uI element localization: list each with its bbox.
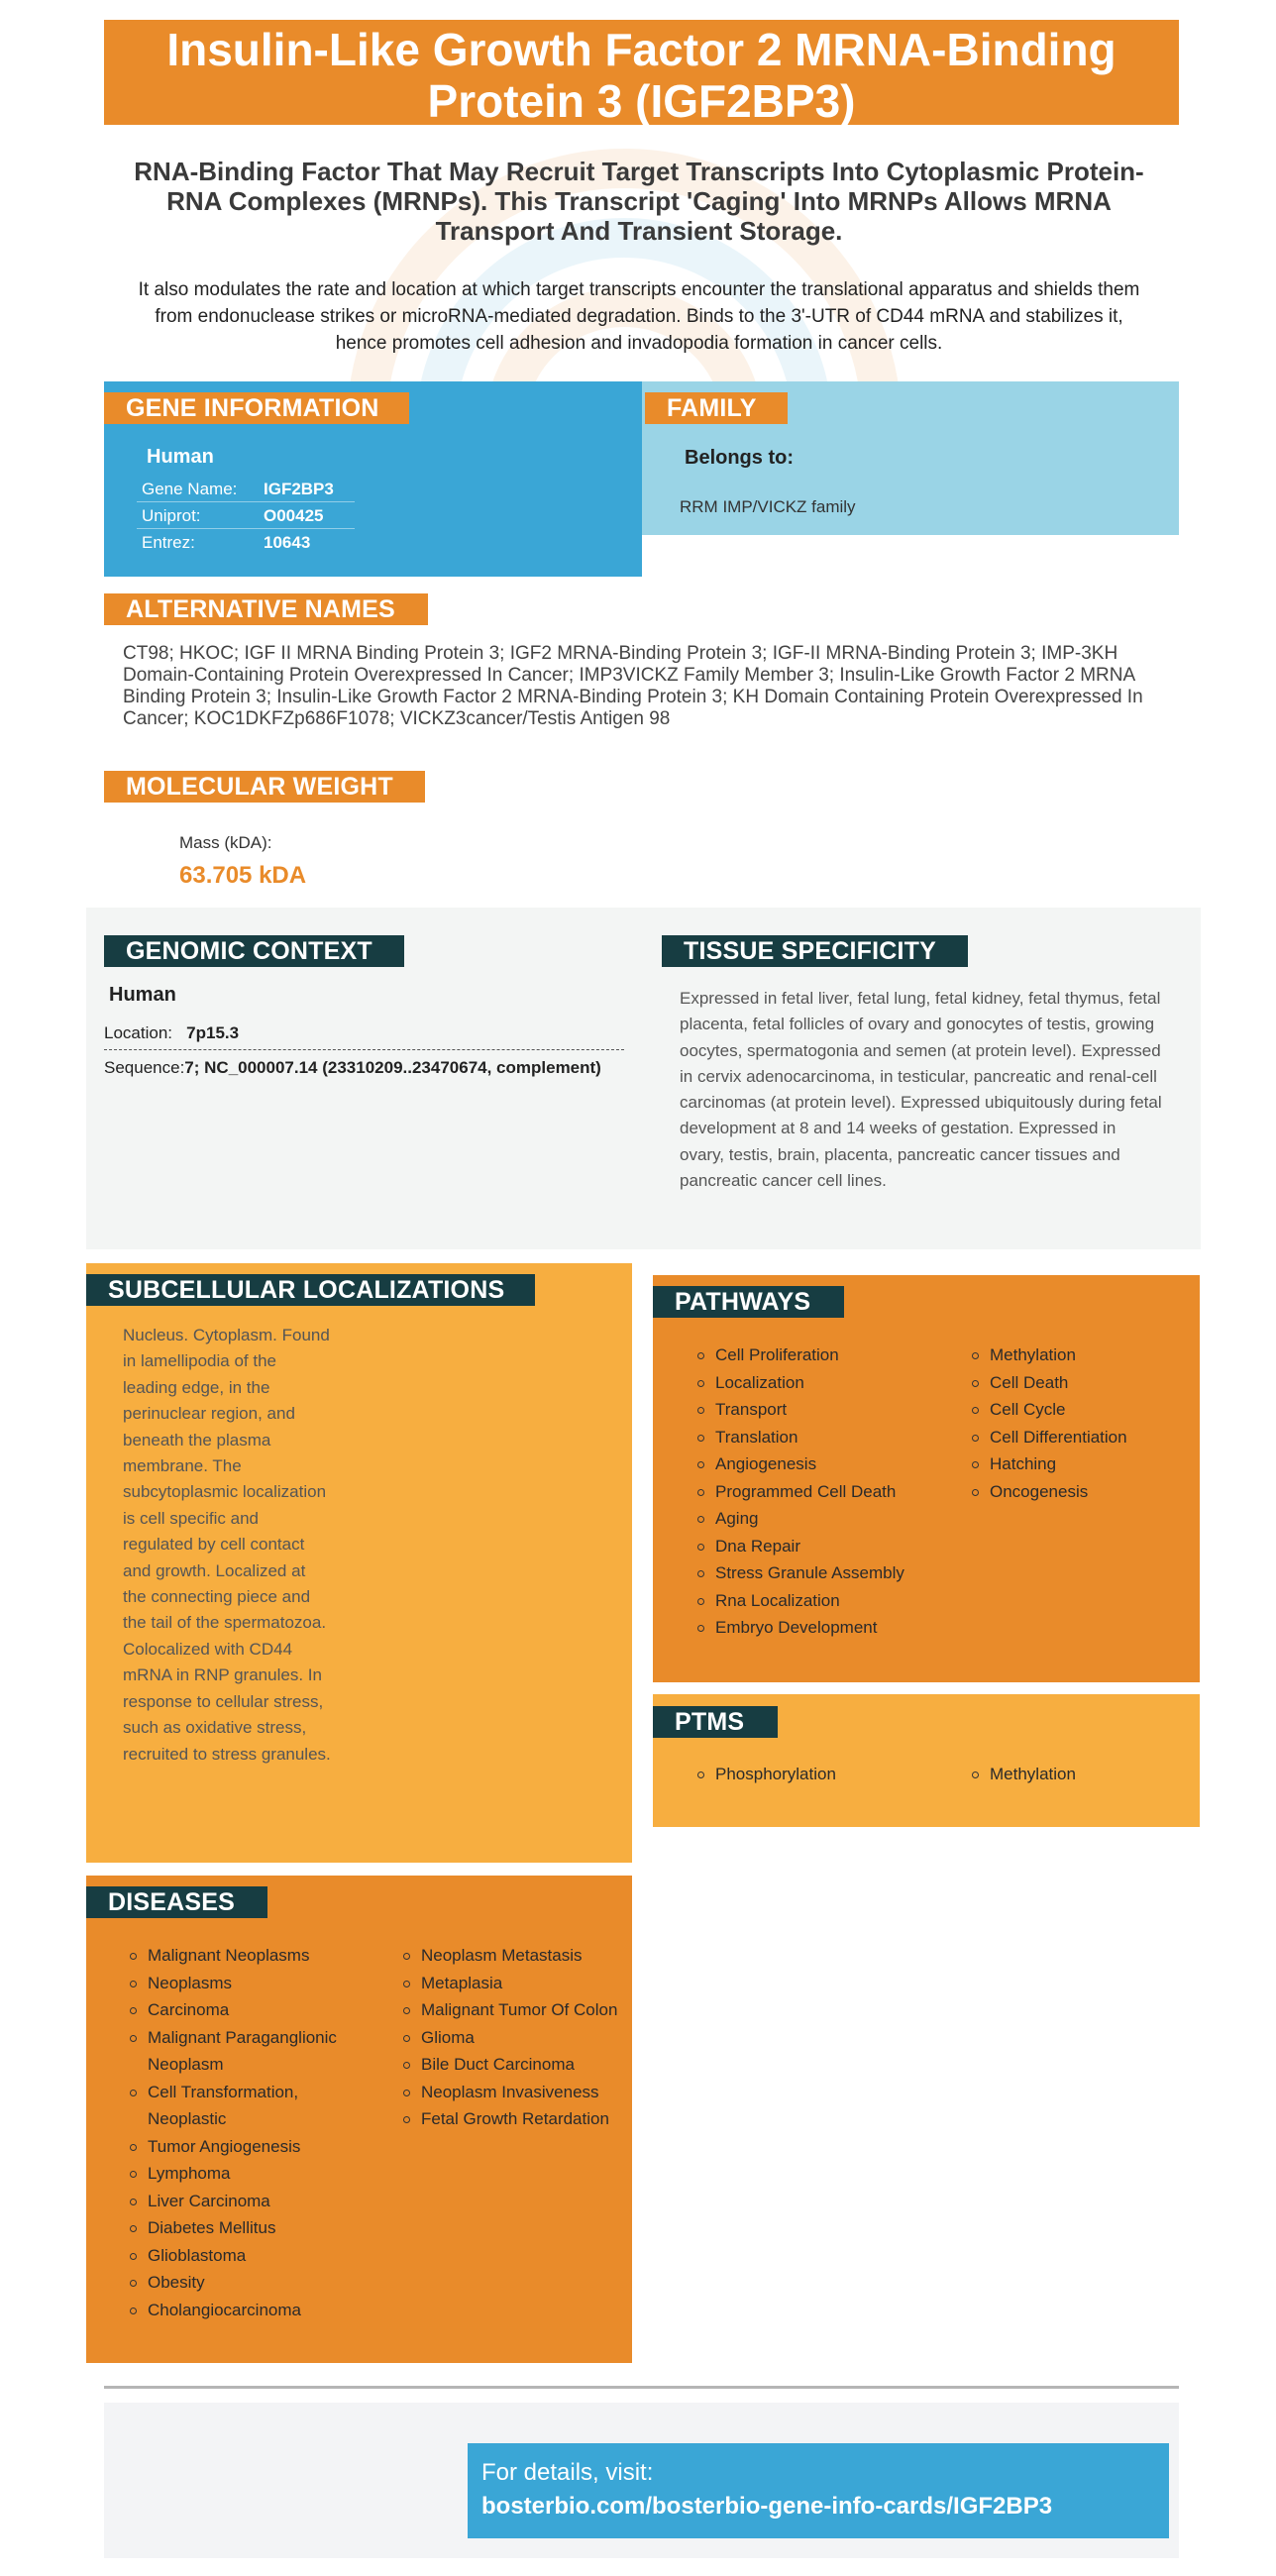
uniprot-label: Uniprot: [142,506,201,525]
disease-item: Neoplasm Metastasis [401,1942,624,1970]
details-link-box[interactable] [468,2443,1169,2538]
ptm-item: Phosphorylation [695,1761,933,1788]
pathway-item: Aging [695,1505,933,1533]
gene-species: Human [147,446,214,468]
pathway-item: Oncogenesis [970,1478,1188,1506]
footer-divider [104,2386,1179,2389]
protein-function-summary: RNA-Binding Factor That May Recruit Target Transcripts Into Cytoplasmic Protein-RNA Complexes (MRNPs). This Transcript 'Caging' Into MRNPs Allows MRNA Transport And Transient Storage. [134,157,1144,246]
details-prompt: For details, visit: [481,2459,654,2486]
pathway-item: Hatching [970,1450,1188,1478]
disease-item: Neoplasm Invasiveness [401,2079,624,2106]
pathway-item: Cell Proliferation [695,1342,933,1369]
entrez-label: Entrez: [142,533,195,552]
disease-item: Obesity [128,2269,346,2297]
disease-item: Fetal Growth Retardation [401,2105,624,2133]
disease-item: Malignant Paraganglionic Neoplasm [128,2024,346,2079]
ptms-list-right [970,1761,1188,1788]
pathway-item: Transport [695,1396,933,1424]
disease-item: Carcinoma [128,1996,346,2024]
location-label: Location: [104,1023,172,1042]
mass-value: 63.705 kDA [179,862,307,889]
details-url-link[interactable]: bosterbio.com/bosterbio-gene-info-cards/IGF2BP3 [481,2493,1053,2520]
sequence-label: Sequence: [104,1058,185,1077]
genomic-species: Human [109,984,176,1006]
disease-item: Glioma [401,2024,624,2052]
pathways-heading: PATHWAYS [653,1286,844,1318]
protein-description: It also modulates the rate and location at which target transcripts encounter the translational apparatus and shields them from endonuclease strikes or microRNA-mediated degradation. Binds to the 3'-UTR of CD44 mRNA and stabilizes it, hence promotes cell adhesion and invadopodia formation in cancer cells. [138,279,1140,354]
pathways-list-left [695,1342,933,1642]
ptms-heading: PTMS [653,1706,778,1738]
pathway-item: Methylation [970,1342,1188,1369]
pathway-item: Cell Cycle [970,1396,1188,1424]
sequence-value: 7; NC_000007.14 (23310209..23470674, complement) [184,1058,601,1077]
pathway-item: Dna Repair [695,1533,933,1560]
genomic-context-heading: GENOMIC CONTEXT [104,935,404,967]
pathway-item: Cell Differentiation [970,1424,1188,1451]
molecular-weight-heading: MOLECULAR WEIGHT [104,771,425,803]
tissue-specificity-text: Expressed in fetal liver, fetal lung, fetal kidney, fetal thymus, fetal placenta, fetal follicles of ovary and gonocytes of testis, growing oocytes, spermatogonia and semen (at protein level). Expressed in cervix adenocarcinoma, in testicular, pancreatic and renal-cell carcinomas (at protein level). Expressed ubiquitously during fetal development at 8 and 14 weeks of gestation. Expressed in ovary, testis, brain, placenta, pancreatic cancer tissues and pancreatic cancer cell lines. [680,989,1162,1191]
disease-item: Neoplasms [128,1970,346,1997]
pathway-item: Cell Death [970,1369,1188,1397]
diseases-list-right [401,1942,624,2133]
pathway-item: Embryo Development [695,1614,933,1642]
alternative-names-text: CT98; HKOC; IGF II MRNA Binding Protein 3; IGF2 MRNA-Binding Protein 3; IGF-II MRNA-Binding Protein 3; IMP-3KH Domain-Containing Protein Overexpressed In Cancer; IMP3VICKZ Family Member 3; Insulin-Like Growth Factor 2 MRNA Binding Protein 3; Insulin-Like Growth Factor 2 MRNA-Binding Protein 3; KH Domain Containing Protein Overexpressed In Cancer; KOC1DKFZp686F1078; VICKZ3cancer/Testis Antigen 98 [123,643,1143,729]
gene-info-table [137,476,355,556]
disease-item: Lymphoma [128,2160,346,2188]
genomic-sequence-row [104,1058,624,1078]
ptm-item: Methylation [970,1761,1188,1788]
location-value: 7p15.3 [186,1023,240,1042]
family-value: RRM IMP/VICKZ family [680,497,856,516]
pathway-item: Rna Localization [695,1587,933,1615]
mass-label: Mass (kDA): [179,833,272,852]
disease-item: Cell Transformation, Neoplastic [128,2079,346,2133]
family-heading: FAMILY [645,392,788,424]
pathway-item: Stress Granule Assembly [695,1559,933,1587]
gene-name-value: IGF2BP3 [264,480,334,498]
genomic-location-row [104,1023,624,1050]
disease-item: Glioblastoma [128,2242,346,2270]
gene-info-row [137,529,355,556]
page-title: Insulin-Like Growth Factor 2 MRNA-Binding Protein 3 (IGF2BP3) [104,20,1179,125]
disease-item: Diabetes Mellitus [128,2214,346,2242]
gene-info-row [137,476,355,502]
disease-item: Cholangiocarcinoma [128,2297,346,2324]
pathways-list-right [970,1342,1188,1505]
gene-information-heading: GENE INFORMATION [104,392,409,424]
disease-item: Tumor Angiogenesis [128,2133,346,2161]
pathway-item: Translation [695,1424,933,1451]
gene-info-row [137,502,355,529]
alternative-names-heading: ALTERNATIVE NAMES [104,593,428,625]
disease-item: Metaplasia [401,1970,624,1997]
disease-item: Liver Carcinoma [128,2188,346,2215]
pathway-item: Programmed Cell Death [695,1478,933,1506]
subcellular-heading: SUBCELLULAR LOCALIZATIONS [86,1274,535,1306]
disease-item: Bile Duct Carcinoma [401,2051,624,2079]
entrez-value: 10643 [264,533,311,552]
pathway-item: Angiogenesis [695,1450,933,1478]
pathway-item: Localization [695,1369,933,1397]
gene-name-label: Gene Name: [142,480,238,498]
family-belongs-label: Belongs to: [685,447,794,469]
disease-item: Malignant Tumor Of Colon [401,1996,624,2024]
tissue-specificity-heading: TISSUE SPECIFICITY [662,935,968,967]
diseases-list-left [128,1942,346,2323]
disease-item: Malignant Neoplasms [128,1942,346,1970]
ptms-list-left [695,1761,933,1788]
subcellular-text: Nucleus. Cytoplasm. Found in lamellipodia of the leading edge, in the perinuclear region, and beneath the plasma membrane. The subcytoplasmic localization is cell specific and regulated by cell contact and growth. Localized at the connecting piece and the tail of the spermatozoa. Colocalized with CD44 mRNA in RNP granules. In response to cellular stress, such as oxidative stress, recruited to stress granules. [123,1326,331,1764]
uniprot-value: O00425 [264,506,324,525]
diseases-heading: DISEASES [86,1886,267,1918]
